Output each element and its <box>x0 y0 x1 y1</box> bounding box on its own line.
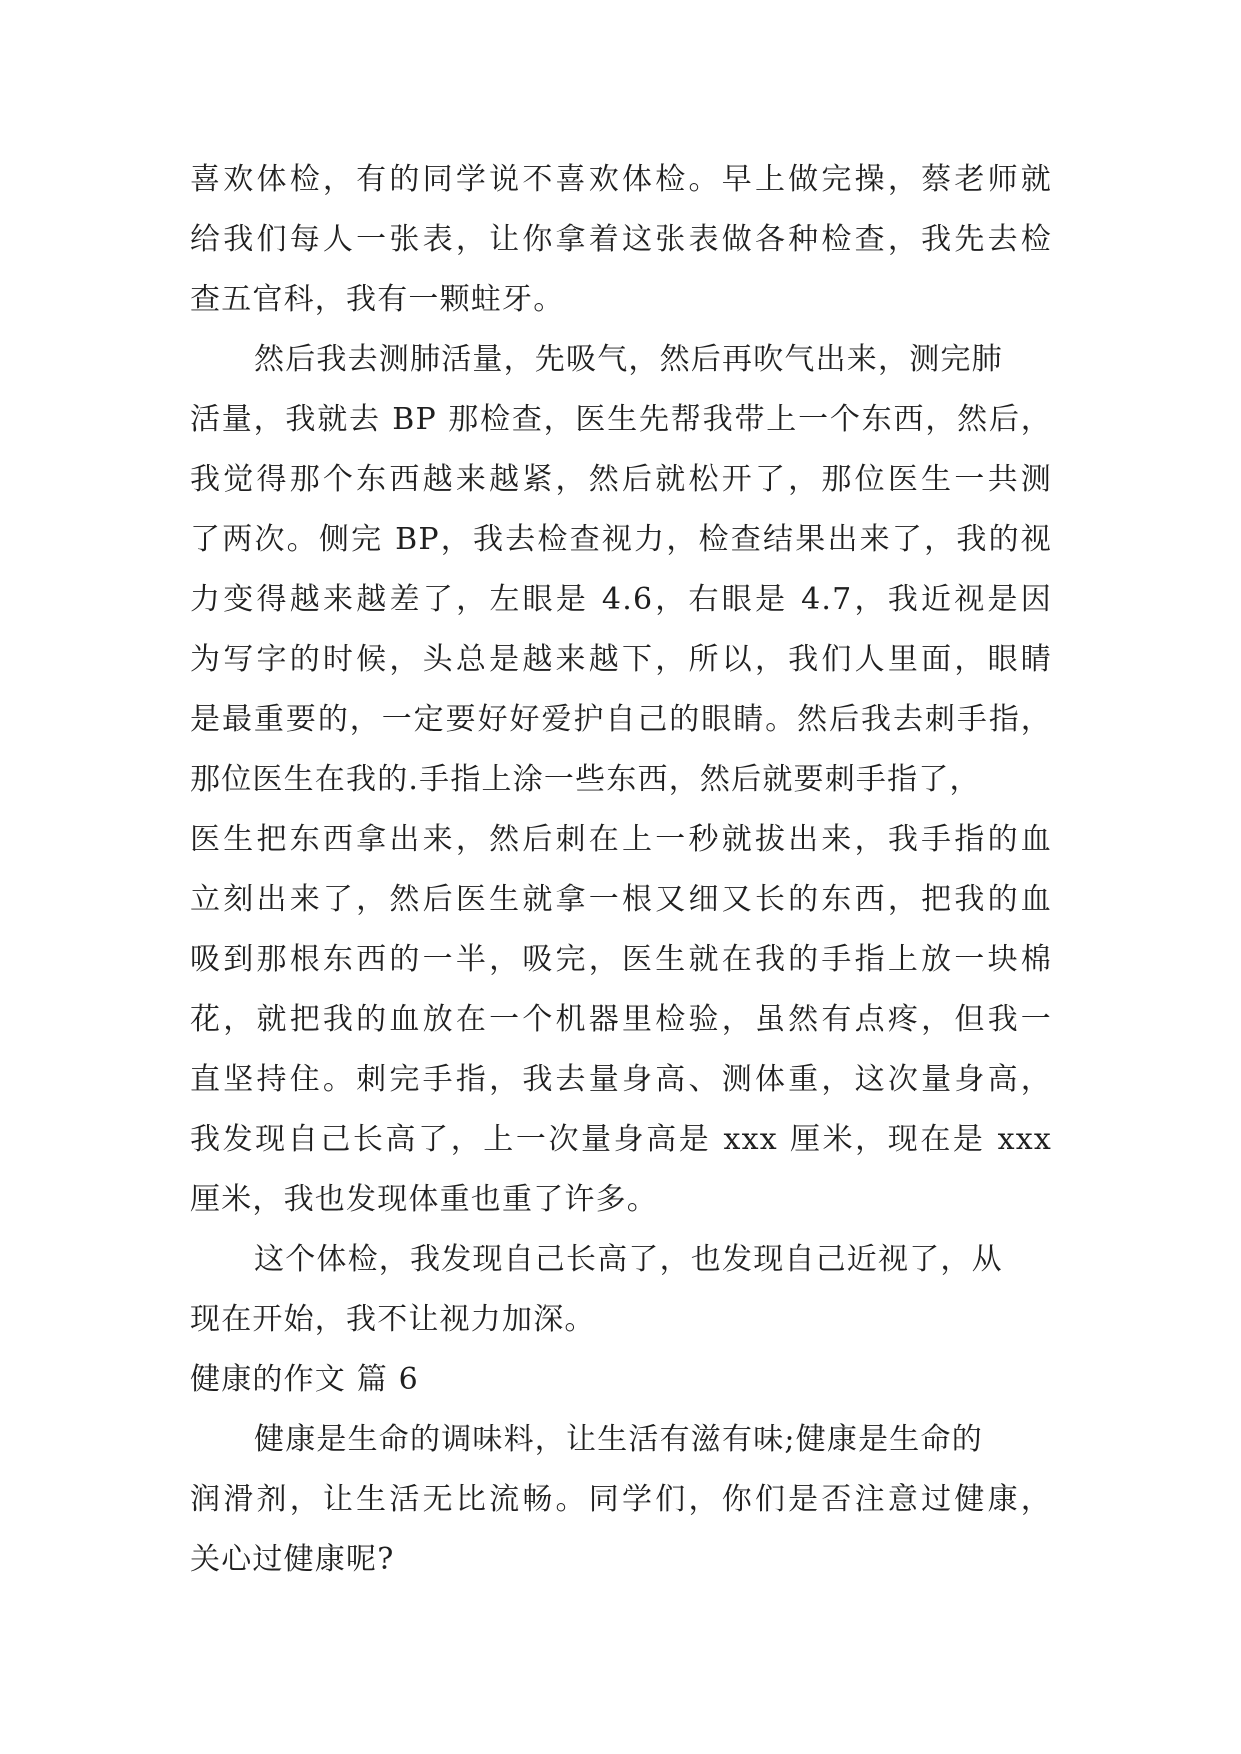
text-line: 活量，我就去 BP 那检查，医生先帮我带上一个东西，然后， <box>190 402 1052 437</box>
text-line: 现在开始，我不让视力加深。 <box>190 1302 596 1337</box>
text-line: 立刻出来了，然后医生就拿一根又细又长的东西，把我的血 <box>190 882 1052 917</box>
text-line: 医生把东西拿出来，然后刺在上一秒就拔出来，我手指的血 <box>190 822 1052 857</box>
paragraph-4 <box>190 1410 1052 1590</box>
paragraph-3 <box>190 1230 1052 1350</box>
text-line: 是最重要的，一定要好好爱护自己的眼睛。然后我去刺手指， <box>190 702 1052 737</box>
text-line: 喜欢体检，有的同学说不喜欢体检。早上做完操，蔡老师就 <box>190 162 1052 197</box>
text-line: 这个体检，我发现自己长高了，也发现自己近视了，从 <box>254 1242 1003 1277</box>
text-line: 给我们每人一张表，让你拿着这张表做各种检查，我先去检 <box>190 222 1052 257</box>
text-line: 力变得越来越差了，左眼是 4.6，右眼是 4.7，我近视是因 <box>190 582 1052 617</box>
text-line: 查五官科，我有一颗蛀牙。 <box>190 282 565 317</box>
text-line: 直坚持住。刺完手指，我去量身高、测体重，这次量身高， <box>190 1062 1052 1097</box>
text-line: 关心过健康呢? <box>190 1542 395 1577</box>
text-line: 花，就把我的血放在一个机器里检验，虽然有点疼，但我一 <box>190 1002 1052 1037</box>
text-line: 厘米，我也发现体重也重了许多。 <box>190 1182 658 1217</box>
paragraph-2 <box>190 330 1052 1230</box>
text-line: 我发现自己长高了，上一次量身高是 xxx 厘米，现在是 xxx <box>190 1122 1052 1157</box>
document-body <box>190 150 1052 1590</box>
text-line: 润滑剂，让生活无比流畅。同学们，你们是否注意过健康， <box>190 1482 1052 1517</box>
text-line: 那位医生在我的.手指上涂一些东西，然后就要刺手指了， <box>190 762 981 797</box>
section-heading: 健康的作文 篇 6 <box>190 1362 419 1397</box>
text-line: 健康是生命的调味料，让生活有滋有味;健康是生命的 <box>254 1422 983 1457</box>
text-line: 吸到那根东西的一半，吸完，医生就在我的手指上放一块棉 <box>190 942 1052 977</box>
paragraph-1 <box>190 150 1052 330</box>
text-line: 为写字的时候，头总是越来越下，所以，我们人里面，眼睛 <box>190 642 1052 677</box>
text-line: 我觉得那个东西越来越紧，然后就松开了，那位医生一共测 <box>190 462 1052 497</box>
text-line: 然后我去测肺活量，先吸气，然后再吹气出来，测完肺 <box>254 342 1003 377</box>
text-line: 了两次。侧完 BP，我去检查视力，检查结果出来了，我的视 <box>190 522 1052 557</box>
